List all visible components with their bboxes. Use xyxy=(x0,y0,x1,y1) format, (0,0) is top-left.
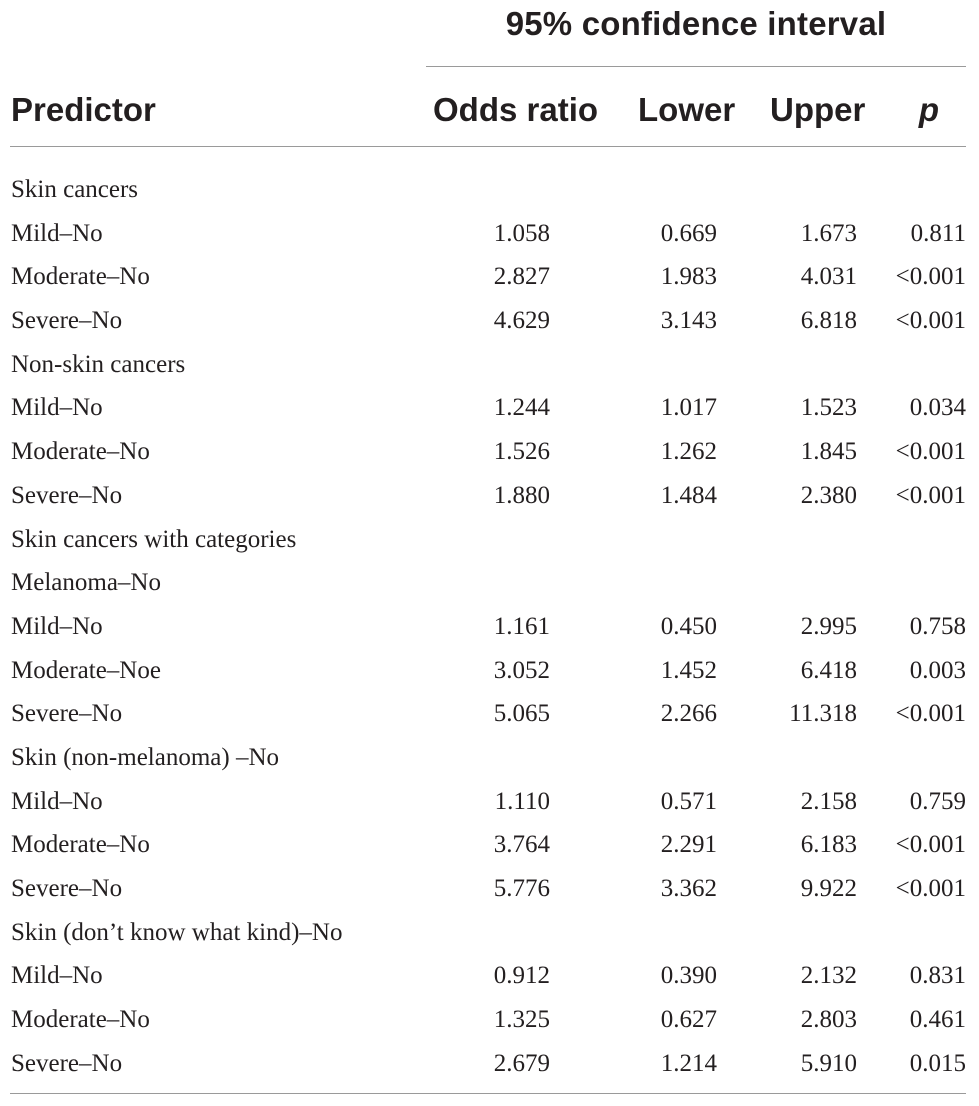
odds-ratio-cell: 4.629 xyxy=(493,307,550,335)
row-label: Severe–No xyxy=(11,700,123,728)
upper-cell: 11.318 xyxy=(789,700,857,728)
lower-cell: 1.484 xyxy=(660,481,717,509)
predictor-column-header: Predictor xyxy=(11,91,156,128)
confidence-interval-header xyxy=(426,0,966,67)
table-row xyxy=(0,474,979,518)
table-row xyxy=(0,823,979,867)
row-label: Skin (non-melanoma) –No xyxy=(11,743,280,771)
lower-column-header: Lower xyxy=(638,91,736,128)
row-label: Moderate–No xyxy=(11,438,150,466)
p-value-cell: 0.758 xyxy=(909,612,966,640)
upper-cell: 1.523 xyxy=(800,394,857,422)
p-value-cell: <0.001 xyxy=(895,700,966,728)
odds-ratio-cell: 1.161 xyxy=(493,612,550,640)
table-row xyxy=(0,649,979,693)
odds-ratio-cell: 5.065 xyxy=(493,700,550,728)
table-row xyxy=(0,430,979,474)
lower-cell: 1.452 xyxy=(660,656,717,684)
upper-cell: 2.158 xyxy=(800,787,857,815)
table-row xyxy=(0,255,979,299)
odds-ratio-column-header: Odds ratio xyxy=(433,91,599,128)
table-row xyxy=(0,736,979,780)
lower-cell: 3.362 xyxy=(660,875,717,902)
p-value-cell: 0.831 xyxy=(909,962,966,990)
odds-ratio-cell: 5.776 xyxy=(493,875,550,902)
table-row xyxy=(0,954,979,998)
table-row xyxy=(0,911,979,955)
table-row xyxy=(0,168,979,212)
lower-cell: 1.017 xyxy=(660,394,717,422)
lower-cell: 1.983 xyxy=(660,263,717,291)
odds-ratio-cell: 1.325 xyxy=(493,1006,550,1034)
p-value-cell: 0.759 xyxy=(909,787,966,815)
upper-cell: 4.031 xyxy=(800,263,857,291)
row-label: Moderate–No xyxy=(11,1006,150,1034)
confidence-interval-title: 95% confidence interval xyxy=(505,5,887,42)
lower-cell: 0.390 xyxy=(660,962,717,990)
row-label: Severe–No xyxy=(11,307,123,335)
p-value-column-header: p xyxy=(918,91,939,128)
row-label: Skin cancers xyxy=(11,176,139,203)
lower-cell: 0.627 xyxy=(660,1006,717,1034)
odds-ratio-cell: 3.764 xyxy=(493,831,550,859)
lower-cell: 2.291 xyxy=(660,831,717,859)
p-value-cell: <0.001 xyxy=(895,831,966,859)
p-value-cell: 0.034 xyxy=(909,394,966,422)
row-label: Melanoma–No xyxy=(11,569,161,597)
lower-cell: 1.214 xyxy=(660,1049,717,1077)
upper-cell: 6.818 xyxy=(800,307,857,335)
table-row xyxy=(0,692,979,736)
lower-cell: 0.571 xyxy=(660,787,717,815)
upper-cell: 6.183 xyxy=(800,831,857,859)
p-value-cell: <0.001 xyxy=(895,481,966,509)
row-label: Severe–No xyxy=(11,1049,123,1077)
odds-ratio-cell: 1.526 xyxy=(493,438,550,466)
table-row xyxy=(0,780,979,824)
table-row xyxy=(0,386,979,430)
table-row xyxy=(0,343,979,387)
upper-cell: 9.922 xyxy=(800,875,857,902)
upper-cell: 2.380 xyxy=(800,481,857,509)
lower-cell: 2.266 xyxy=(660,700,717,728)
odds-ratio-cell: 1.058 xyxy=(493,219,550,247)
table-row xyxy=(0,561,979,605)
upper-cell: 1.845 xyxy=(800,438,857,466)
header-divider xyxy=(10,146,966,147)
upper-cell: 2.132 xyxy=(800,962,857,990)
row-label: Non-skin cancers xyxy=(11,350,186,378)
table-row xyxy=(0,867,979,911)
p-value-cell: <0.001 xyxy=(895,263,966,291)
p-value-cell: <0.001 xyxy=(895,307,966,335)
table-bottom-rule xyxy=(10,1093,966,1094)
row-label: Moderate–Noe xyxy=(11,656,161,684)
row-label: Mild–No xyxy=(11,612,103,640)
upper-cell: 6.418 xyxy=(800,656,857,684)
table-row xyxy=(0,998,979,1042)
upper-cell: 1.673 xyxy=(800,219,857,247)
lower-cell: 1.262 xyxy=(660,438,717,466)
lower-cell: 0.450 xyxy=(660,612,717,640)
p-value-cell: 0.811 xyxy=(910,219,966,247)
table-row xyxy=(0,212,979,256)
table-row xyxy=(0,605,979,649)
row-label: Skin (don’t know what kind)–No xyxy=(11,918,343,946)
odds-ratio-cell: 3.052 xyxy=(493,656,550,684)
lower-cell: 0.669 xyxy=(660,219,717,247)
odds-ratio-cell: 0.912 xyxy=(493,962,550,990)
odds-ratio-cell: 1.110 xyxy=(494,787,550,815)
odds-ratio-cell: 2.679 xyxy=(493,1049,550,1077)
row-label: Moderate–No xyxy=(11,263,150,291)
upper-cell: 5.910 xyxy=(800,1049,857,1077)
p-value-cell: 0.003 xyxy=(909,656,966,684)
upper-cell: 2.803 xyxy=(800,1006,857,1034)
row-label: Mild–No xyxy=(11,787,103,815)
odds-ratio-cell: 1.244 xyxy=(493,394,550,422)
upper-column-header: Upper xyxy=(770,91,866,128)
row-label: Mild–No xyxy=(11,962,103,990)
row-label: Severe–No xyxy=(11,481,123,509)
row-label: Skin cancers with categories xyxy=(11,525,297,553)
odds-ratio-cell: 1.880 xyxy=(493,481,550,509)
odds-ratio-cell: 2.827 xyxy=(493,263,550,291)
table-row xyxy=(0,518,979,562)
row-label: Moderate–No xyxy=(11,831,150,859)
p-value-cell: <0.001 xyxy=(895,875,966,902)
p-value-cell: 0.461 xyxy=(909,1006,966,1034)
p-value-cell: <0.001 xyxy=(895,438,966,466)
table-row xyxy=(0,1042,979,1086)
table-row xyxy=(0,299,979,343)
upper-cell: 2.995 xyxy=(800,612,857,640)
row-label: Mild–No xyxy=(11,394,103,422)
table-body xyxy=(0,168,979,1085)
row-label: Severe–No xyxy=(11,875,123,902)
row-label: Mild–No xyxy=(11,219,103,247)
lower-cell: 3.143 xyxy=(660,307,717,335)
p-value-cell: 0.015 xyxy=(909,1049,966,1077)
